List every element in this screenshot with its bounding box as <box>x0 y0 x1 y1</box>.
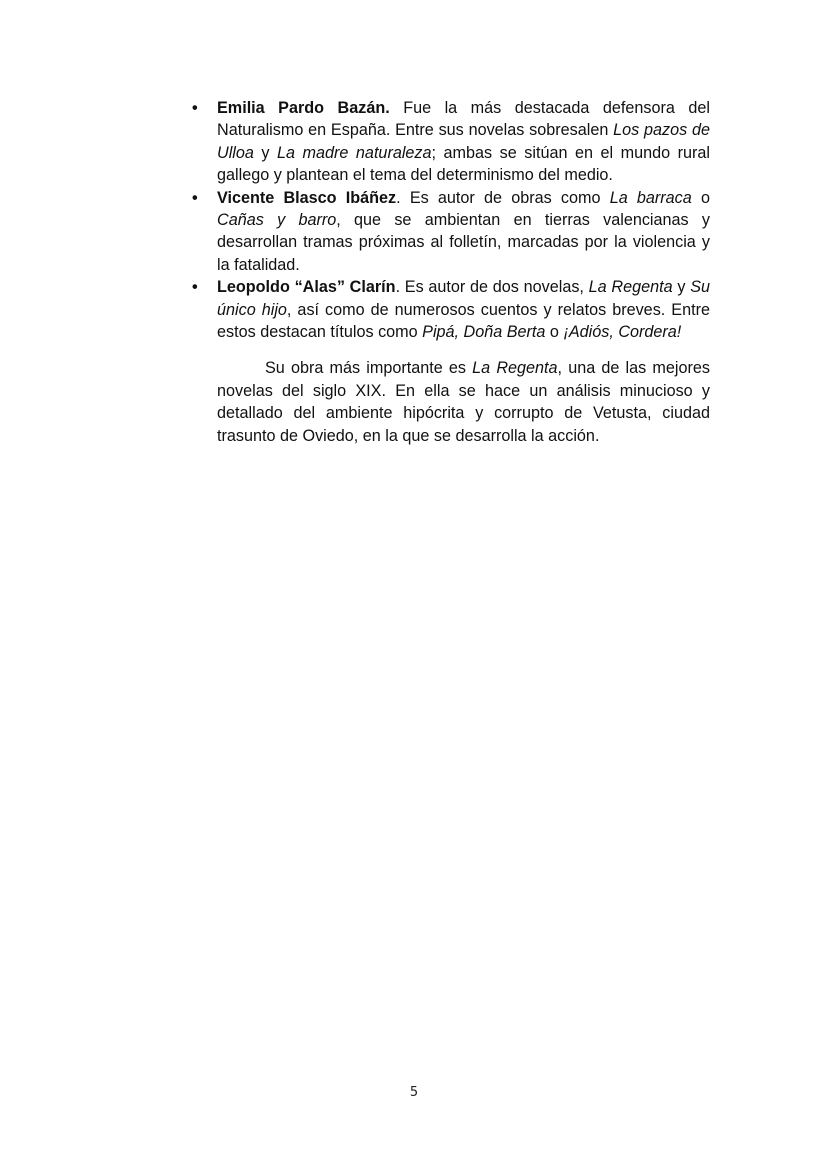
work-title: Su único hijo <box>217 278 710 319</box>
author-name: Emilia Pardo Bazán. <box>217 99 390 117</box>
page-content <box>190 97 710 447</box>
work-title: Pipá, Doña Berta <box>422 323 546 342</box>
text-run: ; ambas se sitúan en el mundo rural gallego y plantean el tema del determinismo del medio. <box>217 143 710 185</box>
regenta-paragraph <box>217 357 710 447</box>
work-title: Los pazos de Ulloa <box>217 121 710 162</box>
list-item-pardo-bazan <box>190 97 710 187</box>
text-run: . Es autor de dos novelas, <box>395 278 589 297</box>
text-run: o <box>545 323 564 342</box>
text-run: o <box>691 188 710 207</box>
text-run: , una de las mejores novelas del siglo XIX. En ella se hace un análisis minucioso y detallado del ambiente hipócrita y corrupto de Vetusta, ciudad trasunto de Oviedo, en la que se desarrolla la acción. <box>217 359 710 445</box>
bullet-icon: • <box>192 278 198 297</box>
bullet-icon: • <box>192 99 198 117</box>
list-item-clarin <box>190 276 710 343</box>
text-run: , así como de numerosos cuentos y relatos breves. Entre estos destacan títulos como <box>217 300 710 342</box>
text-run: y <box>672 278 691 297</box>
work-title: La Regenta <box>588 278 673 297</box>
work-title: La barraca <box>609 188 692 207</box>
bullet-icon: • <box>192 188 198 207</box>
text-run: Fue la más destacada defensora del Naturalismo en España. Entre sus novelas sobresalen <box>217 99 711 140</box>
text-run: . Es autor de obras como <box>396 188 610 207</box>
text-run: y <box>253 143 278 162</box>
list-item-blasco-ibanez <box>190 187 710 277</box>
work-title: La Regenta <box>472 359 558 378</box>
text-run: Su obra más importante es <box>265 359 473 378</box>
work-title: La madre naturaleza <box>277 143 432 162</box>
text-run: , que se ambientan en tierras valencianas y desarrollan tramas próximas al folletín, marcadas por la violencia y la fatalidad. <box>217 211 710 274</box>
authors-list <box>190 97 710 343</box>
author-name: Vicente Blasco Ibáñez <box>217 188 397 207</box>
page-number: 5 <box>409 1085 419 1100</box>
work-title: ¡Adiós, Cordera! <box>563 323 682 342</box>
author-name: Leopoldo “Alas” Clarín <box>217 278 396 297</box>
work-title: Cañas y barro <box>217 211 337 230</box>
